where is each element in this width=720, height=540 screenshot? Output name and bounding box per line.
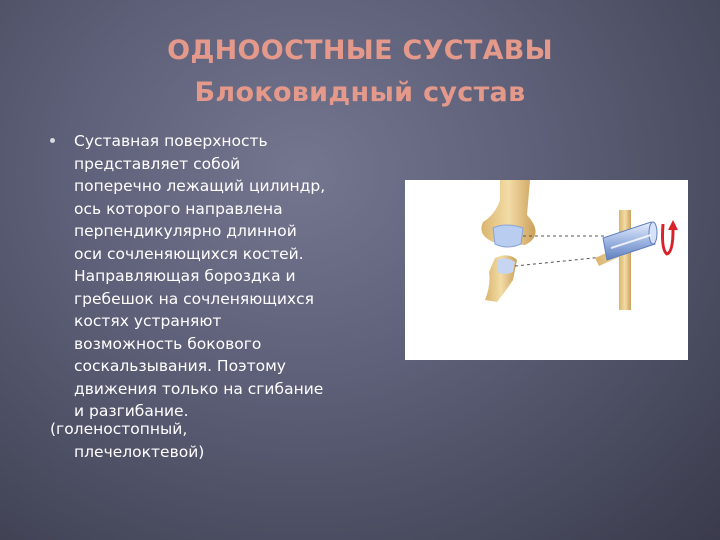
bullet-text: Суставная поверхность представляет собой поперечно лежащий цилиндр, ось которого направлена перпендикулярно длинной оси сочленяющихся костей. Направляющая бороздка и гребешок на сочленяющихся костях устраняют возможность бокового соскальзывания. Поэтому движения только на сгибание и разгибание.	[74, 132, 326, 420]
trochlear-joint-illustration-icon	[405, 180, 688, 360]
bullet-item	[50, 130, 400, 423]
examples-line-1: (голеностопный,	[50, 420, 188, 438]
examples-text	[50, 418, 350, 463]
slide-title	[0, 30, 720, 114]
title-line-2: Блоковидный сустав	[194, 77, 526, 108]
title-line-1: ОДНООСТНЫЕ СУСТАВЫ	[167, 35, 553, 66]
trochlear-joint-figure	[405, 180, 688, 360]
bullet-dot-icon	[50, 138, 55, 143]
examples-line-2: плечелоктевой)	[74, 442, 205, 461]
